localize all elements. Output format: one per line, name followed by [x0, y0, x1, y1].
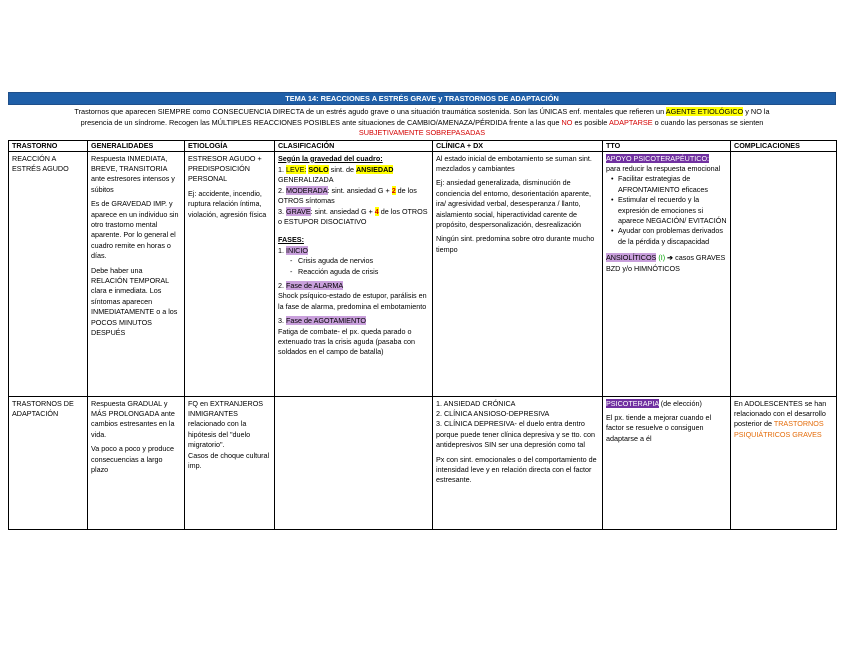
intro-text-2: y NO la [743, 107, 770, 116]
intro-paragraph [8, 105, 836, 140]
trastorno-name: TRASTORNOS DE ADAPTACIÓN [12, 398, 74, 418]
cell-generalidades [88, 151, 185, 396]
header-etiologia: ETIOLOGÍA [185, 140, 275, 151]
gen-text: Debe haber una RELACIÓN TEMPORAL clara e inmediata. Los síntomas aparecen INMEDIATAMENTE o a los POCOS MINUTOS DESPUÉS [91, 265, 178, 337]
tto-text: El px. tiende a mejorar cuando el factor se resuelve o consiguen adaptarse a él [606, 412, 712, 443]
clin-text: Ningún sint. predomina sobre otro durante mucho tiempo [436, 234, 595, 254]
cell-complicaciones [731, 151, 837, 396]
intro-text-1: Trastornos que aparecen SIEMPRE como CONSECUENCIA DIRECTA de un estrés agudo grave o una situación traumática sostenida. Son las ÚNICAS enf. mentales que refieren un [74, 107, 666, 116]
etio-text: FQ en EXTRANJEROS INMIGRANTES relacionado con la hipótesis del "duelo migratorio". [188, 398, 264, 450]
header-generalidades: GENERALIDADES [88, 140, 185, 151]
fase-alarma: 2. Fase de ALARMA [278, 280, 344, 290]
cell-clasificacion [275, 396, 433, 529]
gen-text: Es de GRAVEDAD IMP. y aparece en un individuo sin otro trastorno mental aparente. Por lo general el cuadro remite en horas o días. [91, 199, 179, 261]
intro-text-4: es posible [572, 117, 609, 127]
header-tto: TTO [603, 140, 731, 151]
intro-agente: AGENTE ETIOLÓGICO [665, 107, 744, 116]
tto-item: • Facilitar estrategias de AFRONTAMIENTO eficaces [618, 174, 727, 195]
row-reaccion-estres-agudo [9, 151, 837, 396]
comp-text: En ADOLESCENTES se han relacionado con el desarrollo posterior de [734, 398, 827, 429]
cell-clinica [433, 396, 603, 529]
intro-no: NO [561, 117, 573, 127]
etio-text: Casos de choque cultural imp. [188, 450, 270, 470]
tto-apoyo: APOYO PSICOTERAPÉUTICO: [606, 153, 710, 163]
tto-item: • Ayudar con problemas derivados de la pérdida y discapacidad [618, 226, 727, 247]
arrow-right-icon: ➔ [667, 253, 674, 263]
clin-item: 1. ANSIEDAD CRÓNICA [436, 398, 516, 408]
clin-item: 2. CLÍNICA ANSIOSO-DEPRESIVA [436, 408, 550, 418]
header-clasificacion: CLASIFICACIÓN [275, 140, 433, 151]
cell-tto [603, 151, 731, 396]
etio-text: ESTRESOR AGUDO + PREDISPOSICIÓN PERSONAL [188, 153, 262, 184]
fase-alarma-text: Shock psíquico-estado de estupor, parálisis en la fase de alarma, predomina el embotamiento [278, 291, 427, 311]
tto-apoyo-text: para reducir la respuesta emocional [606, 163, 721, 173]
gen-text: Va poco a poco y produce consecuencias a largo plazo [91, 444, 174, 474]
cell-complicaciones [731, 396, 837, 529]
header-trastorno: TRASTORNO [9, 140, 88, 151]
clin-text: Px con sint. emocionales o del comportamiento de intensidad leve y en relación directa con el factor estresante. [436, 454, 597, 485]
fase-agotamiento: 3. Fase de AGOTAMIENTO [278, 316, 367, 326]
fase-inicio: 1. INICIO [278, 245, 308, 255]
tto-ansioliticos: ANSIOLÍTICOS (I) ➔ casos GRAVES [606, 253, 726, 263]
cell-trastorno [9, 396, 88, 529]
clas-leve: 1. LEVE: SOLO sint. de ANSIEDAD GENERALIZADA [278, 164, 394, 185]
clas-moderada: 2. MODERADA: sint. ansiedad G + 2 de los OTROS síntomas [278, 185, 417, 206]
cell-clinica [433, 151, 603, 396]
fase-agotamiento-text: Fatiga de combate- el px. queda parado o extenuado tras la crisis aguda (pasaba con soldados en el campo de batalla) [278, 326, 416, 357]
intro-text-5: o cuando las personas se sienten [652, 117, 764, 127]
cell-tto: PSICOTERAPIA (de elección) El px. tiende a mejorar cuando el factor se resuelve o consiguen adaptarse a él [603, 396, 731, 529]
fase-inicio-item: - Reacción aguda de crisis [298, 267, 429, 277]
trastorno-name: REACCIÓN A ESTRÉS AGUDO [12, 153, 69, 173]
tto-item: • Estimular el recuerdo y la expresión de emociones si aparece NEGACIÓN/ EVITACIÓN [618, 195, 727, 226]
etio-text: Ej: accidente, incendio, ruptura relación íntima, violación, agresión física [188, 188, 267, 219]
clas-title: Según la gravedad del cuadro: [278, 153, 383, 163]
tto-bzd: BZD y/o HIMNÓTICOS [606, 263, 680, 273]
clin-item: 3. CLÍNICA DEPRESIVA- el duelo entra dentro porque puede tener clínica depresiva y se tto. con antidepresivos SIN ser una depresión como tal [436, 419, 596, 450]
topic-banner: TEMA 14: REACCIONES A ESTRÉS GRAVE y TRASTORNOS DE ADAPTACIÓN [8, 92, 836, 105]
clas-grave: 3. GRAVE: sint. ansiedad G + 4 de los OTROS o ESTUPOR DISOCIATIVO [278, 206, 428, 226]
summary-table [8, 140, 837, 530]
intro-adaptarse: ADAPTARSE [608, 117, 653, 127]
gen-text: Respuesta INMEDIATA, BREVE, TRANSITORIA ante estresores intensos y súbitos [91, 153, 175, 194]
intro-text-3: presencia de un síndrome. Recogen las MÚLTIPLES REACCIONES POSIBLES ante situaciones de CAMBIO/AMENAZA/PÉRDIDA frente a las que [80, 117, 562, 127]
intro-subjetivamente: SUBJETIVAMENTE SOBREPASADAS [358, 128, 486, 137]
document-sheet [8, 92, 836, 530]
cell-trastorno [9, 151, 88, 396]
cell-etiologia [185, 151, 275, 396]
header-clinica: CLÍNICA + DX [433, 140, 603, 151]
header-row [9, 140, 837, 151]
row-trastornos-adaptacion [9, 396, 837, 529]
gen-text: Respuesta GRADUAL y MÁS PROLONGADA ante cambios estresantes en la vida. [91, 398, 175, 439]
clin-text: Al estado inicial de embotamiento se suman sint. mezclados y cambiantes [436, 153, 592, 173]
header-complicaciones: COMPLICACIONES [731, 140, 837, 151]
fases-title: FASES: [278, 235, 304, 245]
cell-generalidades [88, 396, 185, 529]
cell-etiologia [185, 396, 275, 529]
comp-highlight: TRASTORNOS PSIQUIÁTRICOS GRAVES [734, 419, 824, 439]
fase-inicio-item: - Crisis aguda de nervios [298, 256, 429, 266]
cell-clasificacion [275, 151, 433, 396]
tto-psicoterapia: PSICOTERAPIA [606, 398, 659, 408]
clin-text: Ej: ansiedad generalizada, disminución de conciencia del entorno, desorientación aparente, ira/ agresividad verbal, desesperanza / llanto, aislamiento social, hiperactividad carente de propósito, despersonalización, desrealización [436, 178, 592, 229]
